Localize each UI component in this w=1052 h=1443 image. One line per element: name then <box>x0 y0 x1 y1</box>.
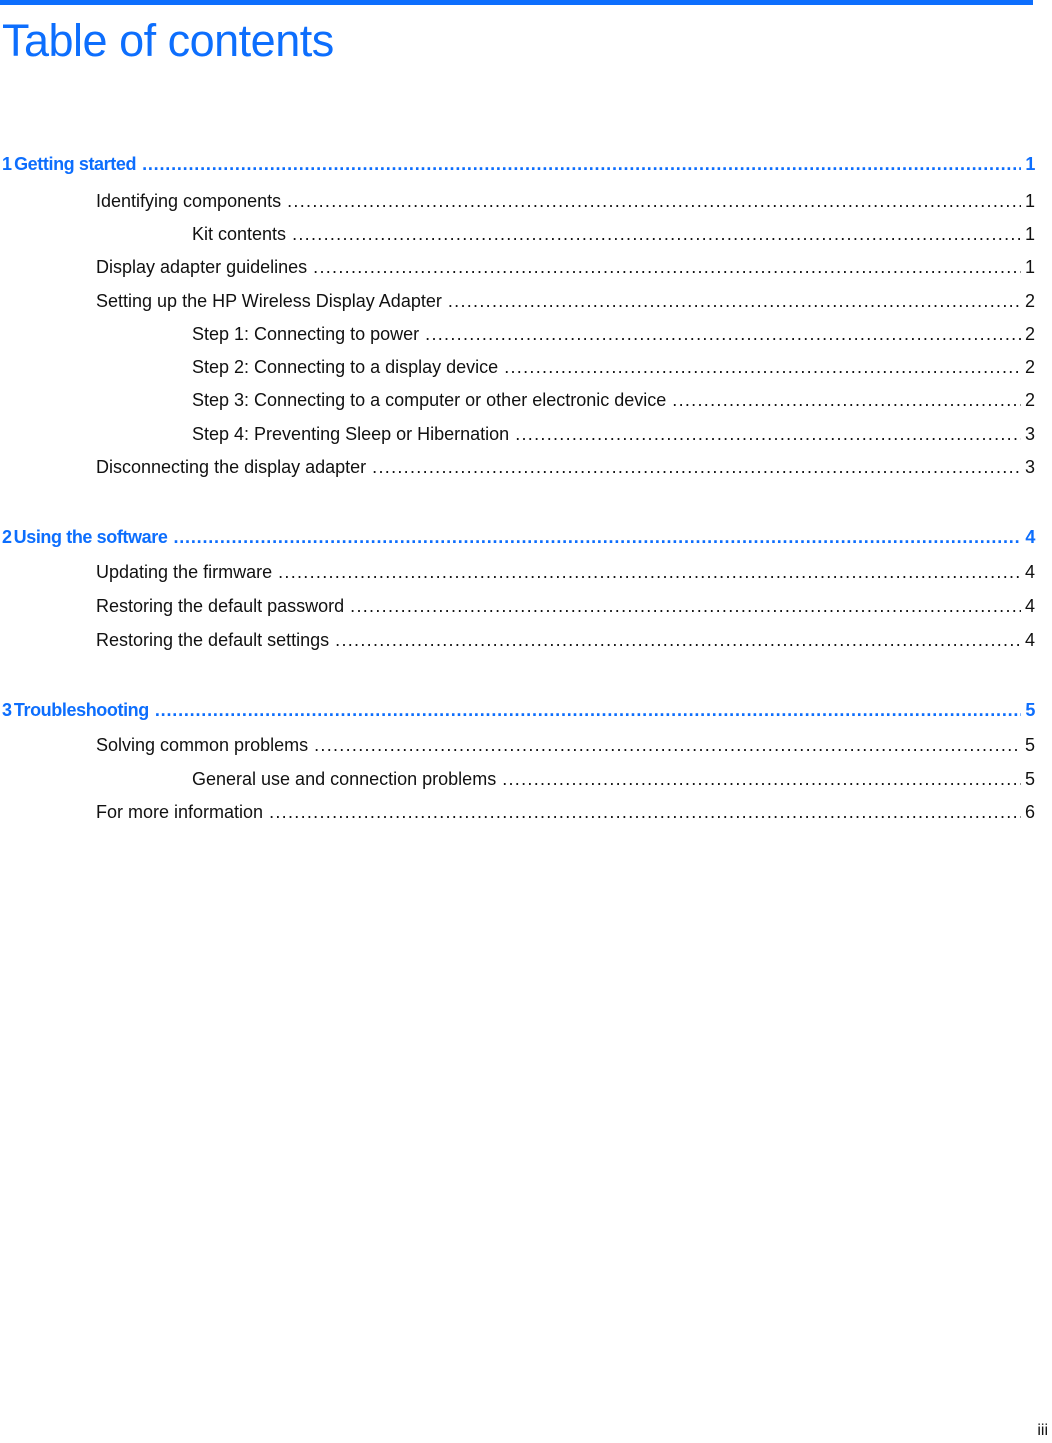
toc-chapter-number: 1 <box>2 154 12 174</box>
toc-page-number[interactable]: 4 <box>1024 630 1035 650</box>
toc-entry[interactable] <box>96 188 1035 214</box>
toc-entry-label[interactable]: Display adapter guidelines <box>96 257 308 277</box>
toc-page-number[interactable]: 3 <box>1024 457 1035 477</box>
toc-entry-label[interactable]: For more information <box>96 802 264 822</box>
toc-dot-leader <box>287 188 1021 214</box>
toc-entry[interactable] <box>192 387 1035 413</box>
toc-entry[interactable] <box>96 454 1035 480</box>
toc-dot-leader <box>672 387 1021 413</box>
toc-dot-leader <box>155 697 1022 723</box>
toc-entry-label[interactable]: Step 4: Preventing Sleep or Hibernation <box>192 424 510 444</box>
toc-dot-leader <box>515 421 1021 447</box>
toc-dot-leader <box>142 151 1021 177</box>
toc-page-number[interactable]: 4 <box>1025 527 1035 547</box>
toc-dot-leader <box>278 559 1021 585</box>
toc-page-number[interactable]: 5 <box>1024 735 1035 755</box>
toc-entry-label[interactable]: Step 3: Connecting to a computer or other electronic device <box>192 390 667 410</box>
toc-page-number[interactable]: 5 <box>1025 700 1035 720</box>
toc-page-number[interactable]: 2 <box>1024 291 1035 311</box>
page-number: iii <box>1037 1422 1048 1439</box>
toc-entry-label[interactable]: Step 1: Connecting to power <box>192 324 420 344</box>
toc-page-number[interactable]: 1 <box>1025 154 1035 174</box>
toc-dot-leader <box>425 321 1021 347</box>
toc-entry-label[interactable]: Troubleshooting <box>13 700 149 720</box>
toc-page-number[interactable]: 1 <box>1024 191 1035 211</box>
toc-entry[interactable] <box>96 799 1035 825</box>
toc-page-number[interactable]: 2 <box>1024 357 1035 377</box>
toc-entry-label[interactable]: Using the software <box>13 527 168 547</box>
toc-dot-leader <box>269 799 1021 825</box>
toc-entry-label[interactable]: Solving common problems <box>96 735 309 755</box>
toc-entry[interactable] <box>192 321 1035 347</box>
toc-entry[interactable] <box>2 151 1035 177</box>
toc-dot-leader <box>372 454 1021 480</box>
toc-page-number[interactable]: 4 <box>1024 596 1035 616</box>
toc-entry-label[interactable]: Identifying components <box>96 191 282 211</box>
toc-entry[interactable] <box>96 593 1035 619</box>
toc-entry-label[interactable]: Getting started <box>14 154 137 174</box>
toc-page-number[interactable]: 2 <box>1024 390 1035 410</box>
toc-page-number[interactable]: 2 <box>1024 324 1035 344</box>
toc-page-number[interactable]: 6 <box>1024 802 1035 822</box>
toc-dot-leader <box>350 593 1021 619</box>
toc-entry[interactable] <box>192 221 1035 247</box>
toc-entry[interactable] <box>96 732 1035 758</box>
toc-dot-leader <box>504 354 1021 380</box>
toc-dot-leader <box>335 627 1021 653</box>
toc-dot-leader <box>502 766 1021 792</box>
toc-page-number[interactable]: 3 <box>1024 424 1035 444</box>
toc-page-number[interactable]: 1 <box>1024 224 1035 244</box>
toc-page-number[interactable]: 5 <box>1024 769 1035 789</box>
title-rule <box>0 0 1033 5</box>
toc-entry[interactable] <box>192 421 1035 447</box>
toc-page-number[interactable]: 1 <box>1024 257 1035 277</box>
toc-entry[interactable] <box>96 254 1035 280</box>
page-title: Table of contents <box>2 15 334 66</box>
toc-chapter-number: 2 <box>2 527 12 547</box>
toc-dot-leader <box>448 288 1021 314</box>
toc-entry[interactable] <box>96 559 1035 585</box>
toc-page-number[interactable]: 4 <box>1024 562 1035 582</box>
toc-entry-label[interactable]: Disconnecting the display adapter <box>96 457 367 477</box>
toc-entry[interactable] <box>192 766 1035 792</box>
toc-entry[interactable] <box>96 288 1035 314</box>
toc-entry-label[interactable]: Step 2: Connecting to a display device <box>192 357 499 377</box>
toc-entry[interactable] <box>96 627 1035 653</box>
toc-chapter-number: 3 <box>2 700 12 720</box>
toc-entry-label[interactable]: General use and connection problems <box>192 769 497 789</box>
toc-dot-leader <box>173 524 1021 550</box>
toc-dot-leader <box>314 732 1021 758</box>
toc-entry[interactable] <box>2 697 1035 723</box>
toc-entry-label[interactable]: Kit contents <box>192 224 287 244</box>
toc-entry-label[interactable]: Restoring the default password <box>96 596 345 616</box>
toc-entry[interactable] <box>2 524 1035 550</box>
toc-dot-leader <box>292 221 1021 247</box>
toc-entry-label[interactable]: Updating the firmware <box>96 562 273 582</box>
toc-entry-label[interactable]: Setting up the HP Wireless Display Adapter <box>96 291 442 311</box>
toc-entry-label[interactable]: Restoring the default settings <box>96 630 330 650</box>
toc-dot-leader <box>313 254 1021 280</box>
toc-entry[interactable] <box>192 354 1035 380</box>
